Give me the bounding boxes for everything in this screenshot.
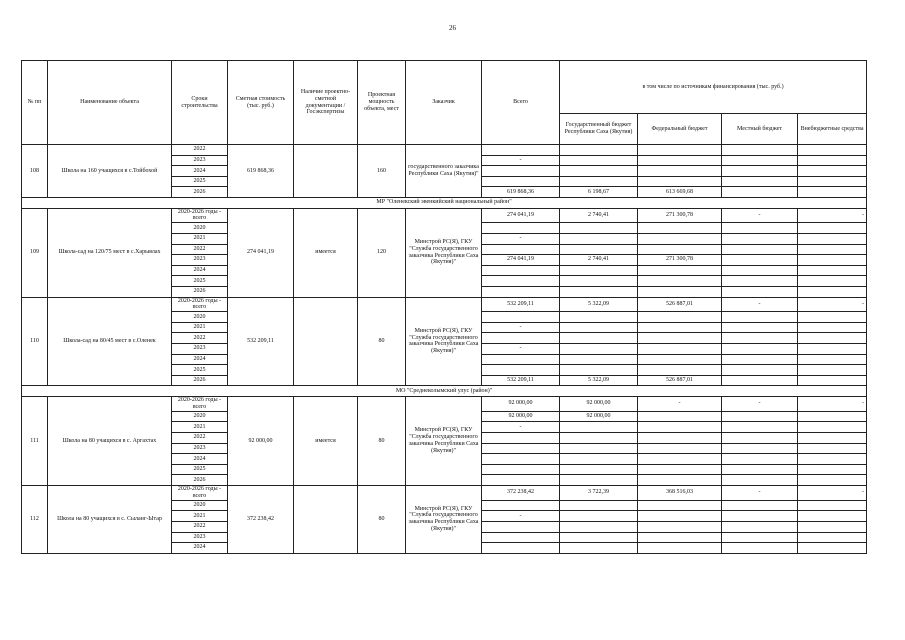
local-budget-value	[722, 454, 798, 465]
local-budget-value	[722, 286, 798, 297]
extra-budget-value: -	[798, 485, 867, 500]
state-budget-value	[560, 475, 638, 486]
local-budget-value: -	[722, 297, 798, 312]
local-budget-value	[722, 521, 798, 532]
extra-budget-value: -	[798, 297, 867, 312]
extra-budget-value	[798, 532, 867, 543]
extra-budget-value	[798, 145, 867, 156]
federal-budget-value	[638, 145, 722, 156]
local-budget-value	[722, 532, 798, 543]
construction-period: 2024	[172, 354, 228, 365]
design-docs-status	[294, 145, 358, 198]
object-name: Школа на 160 учащихся в с.Тойбохой	[48, 145, 172, 198]
local-budget-value	[722, 265, 798, 276]
state-budget-value	[560, 265, 638, 276]
state-budget-value	[560, 422, 638, 433]
construction-period: 2021	[172, 322, 228, 333]
local-budget-value	[722, 511, 798, 522]
header-federal-budget: Федеральный бюджет	[638, 114, 722, 145]
estimated-cost: 92 000,00	[228, 397, 294, 486]
construction-period: 2020	[172, 312, 228, 323]
header-sources: в том числе по источникам финансирования (тыс. руб.)	[560, 61, 867, 114]
header-name: Наименование объекта	[48, 61, 172, 145]
federal-budget-value: -	[638, 397, 722, 412]
state-budget-value	[560, 532, 638, 543]
state-budget-value	[560, 312, 638, 323]
extra-budget-value	[798, 265, 867, 276]
federal-budget-value	[638, 521, 722, 532]
construction-period: 2020	[172, 411, 228, 422]
object-number: 110	[22, 297, 48, 386]
total-value	[482, 521, 560, 532]
extra-budget-value	[798, 233, 867, 244]
federal-budget-value	[638, 411, 722, 422]
customer: Минстрой РС(Я), ГКУ "Служба государственного заказчика Республики Саха (Якутия)"	[406, 208, 482, 297]
construction-period: 2023	[172, 155, 228, 166]
construction-period: 2023	[172, 255, 228, 266]
total-value	[482, 464, 560, 475]
local-budget-value	[722, 276, 798, 287]
federal-budget-value	[638, 233, 722, 244]
extra-budget-value	[798, 322, 867, 333]
extra-budget-value	[798, 176, 867, 187]
federal-budget-value	[638, 443, 722, 454]
federal-budget-value	[638, 475, 722, 486]
local-budget-value	[722, 500, 798, 511]
state-budget-value: 5 322,09	[560, 375, 638, 386]
state-budget-value	[560, 145, 638, 156]
state-budget-value	[560, 354, 638, 365]
extra-budget-value	[798, 223, 867, 234]
total-value: -	[482, 344, 560, 355]
construction-period: 2025	[172, 464, 228, 475]
district-row	[22, 386, 867, 397]
construction-period: 2022	[172, 333, 228, 344]
local-budget-value: -	[722, 208, 798, 223]
local-budget-value	[722, 233, 798, 244]
design-capacity: 80	[358, 397, 406, 486]
total-value	[482, 433, 560, 444]
extra-budget-value	[798, 500, 867, 511]
extra-budget-value	[798, 422, 867, 433]
federal-budget-value	[638, 422, 722, 433]
district-name: МО "Среднеколымский улус (район)"	[22, 386, 867, 397]
total-value	[482, 454, 560, 465]
total-value	[482, 443, 560, 454]
header-terms: Сроки строительства	[172, 61, 228, 145]
total-value	[482, 543, 560, 554]
state-budget-value	[560, 322, 638, 333]
construction-period: 2022	[172, 521, 228, 532]
total-value: -	[482, 155, 560, 166]
construction-period: 2020	[172, 500, 228, 511]
customer: Минстрой РС(Я), ГКУ "Служба государственного заказчика Республики Саха (Якутия)"	[406, 297, 482, 386]
header-cost: Сметная стоимость (тыс. руб.)	[228, 61, 294, 145]
design-docs-status	[294, 485, 358, 553]
extra-budget-value	[798, 344, 867, 355]
state-budget-value	[560, 244, 638, 255]
state-budget-value: 92 000,00	[560, 397, 638, 412]
district-row	[22, 197, 867, 208]
federal-budget-value	[638, 354, 722, 365]
federal-budget-value	[638, 500, 722, 511]
state-budget-value: 6 198,67	[560, 187, 638, 198]
object-name: Школа-сад на 120/75 мест в с.Харыялах	[48, 208, 172, 297]
total-value: -	[482, 422, 560, 433]
extra-budget-value	[798, 166, 867, 177]
total-value	[482, 166, 560, 177]
construction-period: 2020-2026 годы - всего	[172, 297, 228, 312]
federal-budget-value	[638, 166, 722, 177]
federal-budget-value	[638, 464, 722, 475]
state-budget-value: 2 740,41	[560, 208, 638, 223]
total-value	[482, 223, 560, 234]
header-num: № пп	[22, 61, 48, 145]
header-state-budget: Государственный бюджет Республики Саха (Якутия)	[560, 114, 638, 145]
construction-period: 2026	[172, 187, 228, 198]
customer: Минстрой РС(Я), ГКУ "Служба государственного заказчика Республики Саха (Якутия)"	[406, 397, 482, 486]
total-value: 274 041,19	[482, 208, 560, 223]
construction-period: 2023	[172, 443, 228, 454]
state-budget-value	[560, 454, 638, 465]
federal-budget-value: 613 669,68	[638, 187, 722, 198]
local-budget-value	[722, 145, 798, 156]
local-budget-value	[722, 187, 798, 198]
extra-budget-value	[798, 155, 867, 166]
extra-budget-value	[798, 286, 867, 297]
local-budget-value	[722, 312, 798, 323]
construction-period: 2025	[172, 276, 228, 287]
page-number: 26	[449, 24, 456, 32]
state-budget-value	[560, 464, 638, 475]
header-capacity: Проектная мощность объекта, мест	[358, 61, 406, 145]
extra-budget-value	[798, 543, 867, 554]
construction-period: 2026	[172, 286, 228, 297]
federal-budget-value: 368 516,03	[638, 485, 722, 500]
total-value	[482, 500, 560, 511]
header-customer: Заказчик	[406, 61, 482, 145]
local-budget-value	[722, 354, 798, 365]
federal-budget-value	[638, 532, 722, 543]
total-value	[482, 276, 560, 287]
extra-budget-value	[798, 464, 867, 475]
local-budget-value	[722, 322, 798, 333]
total-value: -	[482, 233, 560, 244]
total-value: 532 209,11	[482, 297, 560, 312]
construction-period: 2023	[172, 344, 228, 355]
extra-budget-value	[798, 255, 867, 266]
design-capacity: 160	[358, 145, 406, 198]
state-budget-value	[560, 365, 638, 376]
federal-budget-value	[638, 454, 722, 465]
financing-table	[21, 60, 867, 554]
construction-period: 2024	[172, 543, 228, 554]
extra-budget-value: -	[798, 397, 867, 412]
design-docs-status: имеется	[294, 397, 358, 486]
extra-budget-value	[798, 375, 867, 386]
object-number: 112	[22, 485, 48, 553]
extra-budget-value	[798, 333, 867, 344]
federal-budget-value: 271 300,78	[638, 208, 722, 223]
design-docs-status	[294, 297, 358, 386]
local-budget-value: -	[722, 485, 798, 500]
state-budget-value	[560, 286, 638, 297]
extra-budget-value	[798, 475, 867, 486]
local-budget-value	[722, 333, 798, 344]
table-row	[22, 397, 867, 412]
district-name: МР "Оленекский эвенкийский национальный район"	[22, 197, 867, 208]
total-value	[482, 354, 560, 365]
state-budget-value: 2 740,41	[560, 255, 638, 266]
construction-period: 2022	[172, 244, 228, 255]
state-budget-value	[560, 176, 638, 187]
design-capacity: 120	[358, 208, 406, 297]
construction-period: 2021	[172, 422, 228, 433]
total-value: 92 000,00	[482, 411, 560, 422]
construction-period: 2021	[172, 233, 228, 244]
federal-budget-value	[638, 276, 722, 287]
extra-budget-value	[798, 276, 867, 287]
extra-budget-value	[798, 454, 867, 465]
local-budget-value	[722, 422, 798, 433]
federal-budget-value	[638, 344, 722, 355]
table-body	[22, 145, 867, 554]
table-row	[22, 297, 867, 312]
extra-budget-value	[798, 365, 867, 376]
federal-budget-value	[638, 312, 722, 323]
local-budget-value	[722, 344, 798, 355]
table-row	[22, 485, 867, 500]
construction-period: 2024	[172, 166, 228, 177]
federal-budget-value	[638, 433, 722, 444]
design-capacity: 80	[358, 297, 406, 386]
state-budget-value	[560, 155, 638, 166]
federal-budget-value	[638, 543, 722, 554]
federal-budget-value	[638, 333, 722, 344]
total-value: -	[482, 322, 560, 333]
total-value: 372 238,42	[482, 485, 560, 500]
local-budget-value	[722, 365, 798, 376]
federal-budget-value	[638, 223, 722, 234]
state-budget-value	[560, 433, 638, 444]
federal-budget-value	[638, 511, 722, 522]
construction-period: 2025	[172, 365, 228, 376]
customer: государственного заказчика Республики Саха (Якутия)"	[406, 145, 482, 198]
state-budget-value	[560, 333, 638, 344]
estimated-cost: 274 041,19	[228, 208, 294, 297]
federal-budget-value	[638, 322, 722, 333]
federal-budget-value	[638, 265, 722, 276]
header-docs: Наличие проектно-сметной документации /Госэкспертизы	[294, 61, 358, 145]
state-budget-value	[560, 233, 638, 244]
object-number: 109	[22, 208, 48, 297]
federal-budget-value	[638, 176, 722, 187]
estimated-cost: 372 238,42	[228, 485, 294, 553]
construction-period: 2020-2026 годы - всего	[172, 485, 228, 500]
local-budget-value	[722, 176, 798, 187]
state-budget-value: 3 722,39	[560, 485, 638, 500]
extra-budget-value	[798, 244, 867, 255]
local-budget-value	[722, 411, 798, 422]
federal-budget-value	[638, 155, 722, 166]
customer: Минстрой РС(Я), ГКУ "Служба государственного заказчика Республики Саха (Якутия)"	[406, 485, 482, 553]
state-budget-value: 5 322,09	[560, 297, 638, 312]
construction-period: 2025	[172, 176, 228, 187]
state-budget-value	[560, 500, 638, 511]
estimated-cost: 532 209,11	[228, 297, 294, 386]
total-value	[482, 312, 560, 323]
total-value: 532 209,11	[482, 375, 560, 386]
federal-budget-value	[638, 286, 722, 297]
extra-budget-value	[798, 354, 867, 365]
local-budget-value	[722, 375, 798, 386]
total-value: 274 041,19	[482, 255, 560, 266]
construction-period: 2022	[172, 433, 228, 444]
design-capacity: 80	[358, 485, 406, 553]
construction-period: 2024	[172, 265, 228, 276]
state-budget-value	[560, 166, 638, 177]
local-budget-value	[722, 475, 798, 486]
table-row	[22, 208, 867, 223]
extra-budget-value: -	[798, 208, 867, 223]
construction-period: 2026	[172, 375, 228, 386]
state-budget-value	[560, 511, 638, 522]
header-total: Всего	[482, 61, 560, 145]
construction-period: 2020	[172, 223, 228, 234]
local-budget-value	[722, 443, 798, 454]
local-budget-value: -	[722, 397, 798, 412]
total-value	[482, 333, 560, 344]
design-docs-status: имеется	[294, 208, 358, 297]
state-budget-value: 92 000,00	[560, 411, 638, 422]
federal-budget-value: 526 887,01	[638, 375, 722, 386]
object-name: Школа-сад на 80/45 мест в с.Оленек	[48, 297, 172, 386]
total-value	[482, 532, 560, 543]
table-row	[22, 145, 867, 156]
total-value	[482, 475, 560, 486]
local-budget-value	[722, 464, 798, 475]
federal-budget-value	[638, 365, 722, 376]
local-budget-value	[722, 223, 798, 234]
estimated-cost: 619 868,36	[228, 145, 294, 198]
federal-budget-value: 526 887,01	[638, 297, 722, 312]
state-budget-value	[560, 344, 638, 355]
extra-budget-value	[798, 521, 867, 532]
construction-period: 2024	[172, 454, 228, 465]
extra-budget-value	[798, 443, 867, 454]
local-budget-value	[722, 543, 798, 554]
state-budget-value	[560, 276, 638, 287]
total-value	[482, 365, 560, 376]
total-value: 92 000,00	[482, 397, 560, 412]
federal-budget-value: 271 300,78	[638, 255, 722, 266]
local-budget-value	[722, 433, 798, 444]
total-value	[482, 176, 560, 187]
construction-period: 2020-2026 годы - всего	[172, 208, 228, 223]
construction-period: 2021	[172, 511, 228, 522]
object-number: 111	[22, 397, 48, 486]
extra-budget-value	[798, 187, 867, 198]
state-budget-value	[560, 521, 638, 532]
state-budget-value	[560, 223, 638, 234]
object-number: 108	[22, 145, 48, 198]
construction-period: 2022	[172, 145, 228, 156]
object-name: Школа на 80 учащихся в с. Сыланг-Ытар	[48, 485, 172, 553]
total-value	[482, 265, 560, 276]
federal-budget-value	[638, 244, 722, 255]
extra-budget-value	[798, 411, 867, 422]
total-value: 619 868,36	[482, 187, 560, 198]
header-extra-budget: Внебюджетные средства	[798, 114, 867, 145]
state-budget-value	[560, 443, 638, 454]
total-value	[482, 244, 560, 255]
state-budget-value	[560, 543, 638, 554]
total-value	[482, 286, 560, 297]
construction-period: 2020-2026 годы - всего	[172, 397, 228, 412]
local-budget-value	[722, 244, 798, 255]
extra-budget-value	[798, 312, 867, 323]
construction-period: 2026	[172, 475, 228, 486]
local-budget-value	[722, 155, 798, 166]
object-name: Школа на 80 учащихся в с. Аргахтах	[48, 397, 172, 486]
construction-period: 2023	[172, 532, 228, 543]
header-local-budget: Местный бюджет	[722, 114, 798, 145]
extra-budget-value	[798, 433, 867, 444]
total-value: -	[482, 511, 560, 522]
local-budget-value	[722, 166, 798, 177]
table-header-row	[22, 61, 867, 114]
local-budget-value	[722, 255, 798, 266]
total-value	[482, 145, 560, 156]
extra-budget-value	[798, 511, 867, 522]
